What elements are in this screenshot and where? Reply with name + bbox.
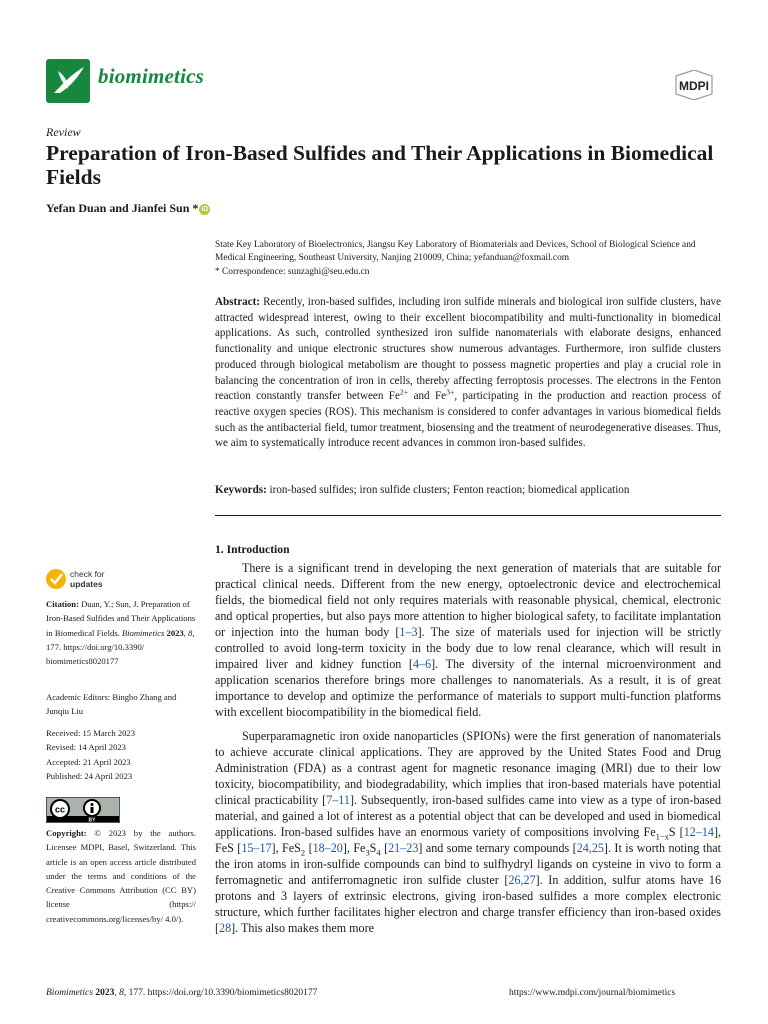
paragraph-text: There is a significant trend in developing the next generation of materials that are suitable for practical clinical needs. Different from the new energy, optoelectronic device and electrochemical fields, the biomedical field not only requires materials with reasonable physical, chemical, electronic and optical properties, but also pays more attention to higher biological safety, to facilitate implantation or injection into the human body [: [215, 561, 721, 639]
citation-link[interactable]: 24,25: [576, 841, 604, 855]
check-for-updates-badge[interactable]: [46, 567, 126, 591]
paragraph-text: ]. In addition, sulfur atoms have 16 protons and 3 layers of extrinsic electrons, giving iron-based sulfides a more complex electronic structure, which further facilitates higher electron and charge transfer efficiency than iron-based oxides [: [215, 873, 721, 935]
date-received: Received: 15 March 2023: [46, 728, 136, 738]
abstract: [215, 295, 721, 452]
cc-by-text: BY: [88, 817, 96, 823]
abstract-text: , participating in the production and reaction process of reactive oxygen species (ROS). This mechanism is considered to confer advantages in various biomedical fields such as the antibacterial field, tumor treatment, biosensing and the treatment of neurodegenerative diseases. Thus, we aim to systematically introduce recent advances in common iron-based sulfides.: [215, 390, 721, 450]
citation-link[interactable]: 18–20: [312, 841, 343, 855]
citation-link[interactable]: 1–3: [399, 625, 418, 639]
cc-by-license-icon[interactable]: [46, 797, 120, 823]
subscript: 2: [300, 847, 306, 858]
mdpi-logo-icon: [666, 70, 722, 100]
paragraph-text: ] and some ternary compounds [: [418, 841, 577, 855]
correspondence: * Correspondence: sunzaghi@seu.edu.cn: [215, 267, 370, 277]
footer-citation: [46, 988, 317, 998]
date-published: Published: 24 April 2023: [46, 770, 133, 781]
citation-link[interactable]: 28: [219, 921, 232, 935]
journal-logo-icon: [46, 59, 90, 103]
paragraph-text: ]. This also makes them more: [231, 921, 374, 935]
footer-doi[interactable]: 177. https://doi.org/10.3390/biomimetics8020177: [126, 988, 318, 998]
author-names[interactable]: Yefan Duan and Jianfei Sun *: [46, 201, 199, 215]
citation-journal: Biomimetics: [121, 627, 165, 638]
article-title: Preparation of Iron-Based Sulfides and Their Applications in Biomedical Fields: [46, 141, 714, 189]
superscript: 2+: [399, 387, 409, 397]
footer-journal-url[interactable]: https://www.mdpi.com/journal/biomimetics: [509, 988, 676, 998]
citation-label: Citation:: [46, 599, 79, 609]
orcid-icon[interactable]: iD: [201, 206, 209, 213]
subscript: 1−x: [655, 831, 669, 842]
keywords-label: Keywords:: [215, 484, 267, 496]
abstract-text: Recently, iron-based sulfides, including iron sulfide minerals and biological iron sulfide clusters, have attracted widespread interest, owing to their excellent biocompatibility and multi-functionality in biomedical applications. As such, controlled synthesized iron sulfide nanomaterials with elaborate designs, enhanced functionality and unique electronic structures show numerous advantages. Furthermore, iron sulfide clusters produced through biological metabolism are thought to possess magnetic properties and play a crucial role in balancing the concentration of iron in cells, thereby affecting ferroptosis processes. The electrons in the Fenton reaction constantly transfer between Fe: [215, 296, 721, 403]
footer-year: 2023: [92, 988, 115, 998]
paragraph-text: ], FeS [: [215, 825, 722, 855]
mdpi-logo-text: MDPI: [679, 79, 709, 93]
copyright-notice: [46, 826, 196, 926]
subscript: 3: [365, 847, 370, 858]
abstract-label: Abstract:: [215, 296, 260, 308]
footer-volume: , 8,: [114, 988, 127, 998]
citation-link[interactable]: 26,27: [508, 873, 536, 887]
paragraph-text: [: [305, 841, 313, 855]
cc-symbol-text: cc: [54, 804, 66, 815]
check-updates-line1: check for: [70, 569, 105, 579]
paragraph-text: ]. It is worth noting that the iron atoms in iron-sulfide compounds can bind to sulfhydryl ligands on cysteine in vivo to form a ferromagnetic and antiferromagnetic iron sulfide cluster [: [215, 841, 721, 887]
keywords: [215, 483, 721, 498]
citation-doi[interactable]: 177. https://doi.org/10.3390/ biomimetics8020177: [46, 641, 145, 667]
paragraph-text: ]. The size of materials used for injection will be strictly controlled to avoid long-term toxicity in the body due to low renal clearance, which will result in impaired liver and kidney function [: [215, 625, 721, 671]
intro-paragraph-1: [215, 560, 721, 720]
paragraph-text: S [: [668, 825, 684, 839]
paragraph-text: Superparamagnetic iron oxide nanoparticles (SPIONs) were the first generation of nanomaterials to achieve accurate clinical applications. They are approved by the United States Food and Drug Administration (FDA) as a contrast agent for magnetic resonance imaging (MRI) due to their low toxicity, biocompatibility, and biodegradability, which implies that iron-based materials have potential clinical practicability [: [215, 729, 721, 807]
copyright-label: Copyright:: [46, 828, 87, 838]
paragraph-text: ]. Subsequently, iron-based sulfides came into view as a type of iron-based material, and gained a lot of interest as a potential object that can be developed and used in biomedical applications. Iron-based sulfides have an enormous variety of compositions involving Fe: [215, 793, 721, 839]
journal-name: biomimetics: [98, 64, 205, 88]
paragraph-text: S: [369, 841, 377, 855]
section-divider: [215, 515, 721, 516]
paragraph-text: ]. The diversity of the internal microenvironment and application scenarios therefore brings more challenges to nanomaterials. As a result, it is of great importance to develop and optimize the performance of materials to support multi-function platforms with excellent biocompatibility in the biomedical field.: [215, 657, 721, 719]
citation-link[interactable]: 7–11: [326, 793, 350, 807]
date-accepted: Accepted: 21 April 2023: [46, 756, 131, 767]
article-type: Review: [46, 125, 81, 139]
citation-link[interactable]: 4–6: [412, 657, 432, 671]
citation-volume: , 8,: [183, 627, 195, 638]
paragraph-text: [: [380, 841, 389, 855]
paragraph-text: ], FeS: [271, 841, 301, 855]
superscript: 3+: [446, 387, 455, 397]
publication-dates: [46, 726, 196, 783]
paragraph-text: ], Fe: [342, 841, 366, 855]
date-revised: Revised: 14 April 2023: [46, 742, 126, 753]
citation-text: Duan, Y.; Sun, J. Preparation of Iron-Based Sulfides and Their Applications in Biomedical Fields.: [46, 599, 196, 638]
academic-editors: Academic Editors: Bingbo Zhang and Junqiu Liu: [46, 692, 177, 717]
copyright-text: © 2023 by the authors. Licensee MDPI, Basel, Switzerland. This article is an open access article distributed under the terms and conditions of the Creative Commons Attribution (CC BY) license (https:// creativecommons.org/licenses/by/ 4.0/).: [46, 828, 196, 924]
intro-paragraph-2: [215, 728, 721, 936]
citation-link[interactable]: 15–17: [241, 841, 272, 855]
abstract-text: and Fe: [408, 390, 447, 403]
affiliation: State Key Laboratory of Bioelectronics, Jiangsu Key Laboratory of Biomaterials and Devices, School of Biological Science and Medical Engineering, Southeast University, Nanjing 210009, China; yefanduan@foxmail.com: [215, 240, 696, 264]
section-heading: 1. Introduction: [215, 543, 290, 556]
authors: [46, 201, 210, 216]
subscript: 4: [376, 847, 381, 858]
keywords-text: iron-based sulfides; iron sulfide clusters; Fenton reaction; biomedical application: [266, 484, 630, 496]
citation: [46, 597, 196, 668]
footer-journal: Biomimetics: [46, 988, 93, 998]
citation-link[interactable]: 21–23: [388, 841, 419, 855]
citation-link[interactable]: 12–14: [683, 825, 714, 839]
citation-year: 2023: [164, 627, 184, 638]
check-updates-line2: updates: [70, 579, 103, 589]
